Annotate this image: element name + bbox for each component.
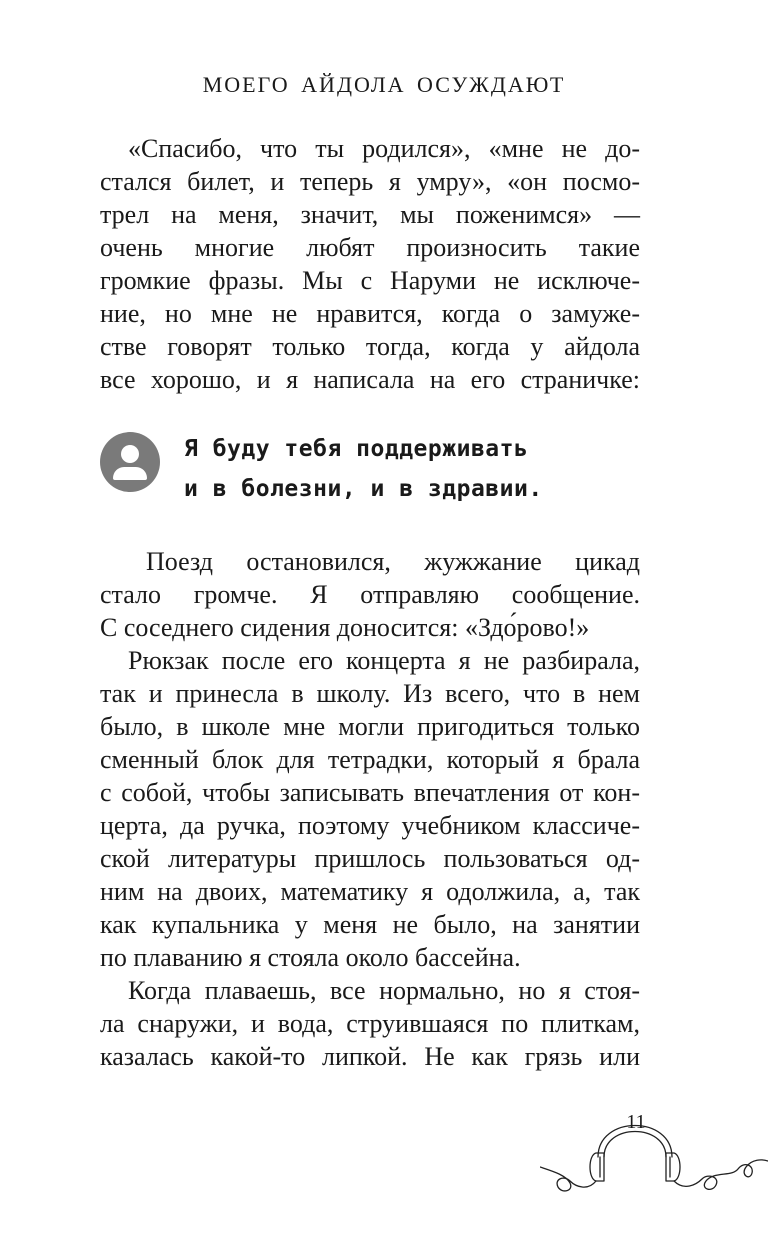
paragraph2-line-2: стало громче. Я отправляю сообщение.: [100, 580, 640, 609]
paragraph3-line-9: как купальника у меня не было, на занятии: [100, 910, 640, 939]
post-line-1: Я буду тебя поддерживать: [184, 436, 529, 462]
paragraph2-line-1: Поезд остановился, жужжание цикад: [146, 547, 640, 576]
paragraph4-line-1: Когда плаваешь, все нормально, но я стоя-: [128, 976, 640, 1005]
paragraph1-line-4: очень многие любят произносить такие: [100, 233, 640, 262]
paragraph3-line-3: было, в школе мне могли пригодиться только: [100, 712, 640, 741]
paragraph1-line-8: все хорошо, и я написала на его страничке:: [100, 365, 640, 394]
paragraph1-line-7: стве говорят только тогда, когда у айдола: [100, 332, 640, 361]
paragraph3-line-2: так и принесла в школу. Из всего, что в нем: [100, 679, 640, 708]
paragraph3-line-8: ним на двоих, математику я одолжила, а, так: [100, 877, 640, 906]
page-folio: [540, 1095, 768, 1205]
running-head: МОЕГО АЙДОЛА ОСУЖДАЮТ: [202, 72, 566, 97]
paragraph3-line-4: сменный блок для тетрадки, который я брала: [100, 745, 640, 774]
paragraph1-line-1: «Спасибо, что ты родился», «мне не до-: [128, 134, 640, 163]
paragraph4-line-3: казалась какой-то липкой. Не как грязь или: [100, 1042, 640, 1071]
paragraph3-line-1: Рюкзак после его концерта я не разбирала,: [128, 646, 640, 675]
paragraph3-line-10: по плаванию я стояла около бассейна.: [100, 943, 521, 972]
paragraph1-line-2: стался билет, и теперь я умру», «он посмо-: [100, 167, 640, 196]
paragraph3-line-5: с собой, чтобы записывать впечатления от кон-: [100, 778, 640, 807]
paragraph1-line-6: ние, но мне не нравится, когда о замуже-: [100, 299, 640, 328]
paragraph3-line-7: ской литературы пришлось пользоваться од-: [100, 844, 640, 873]
paragraph4-line-2: ла снаружи, и вода, струившаяся по плиткам,: [100, 1009, 640, 1038]
paragraph2-line-3: С соседнего сидения доносится: «Здо́рово!»: [100, 613, 590, 642]
paragraph1-line-5: громкие фразы. Мы с Наруми не исключе-: [100, 266, 640, 295]
paragraph1-line-3: трел на меня, значит, мы поженимся» —: [100, 200, 640, 229]
headphones-icon: [540, 1095, 768, 1205]
page-number: 11: [626, 1111, 646, 1133]
post-line-2: и в болезни, и в здравии.: [184, 476, 543, 502]
social-post: [100, 428, 660, 528]
user-avatar-icon: [100, 432, 160, 492]
paragraph3-line-6: церта, да ручка, поэтому учебником классиче-: [100, 811, 640, 840]
